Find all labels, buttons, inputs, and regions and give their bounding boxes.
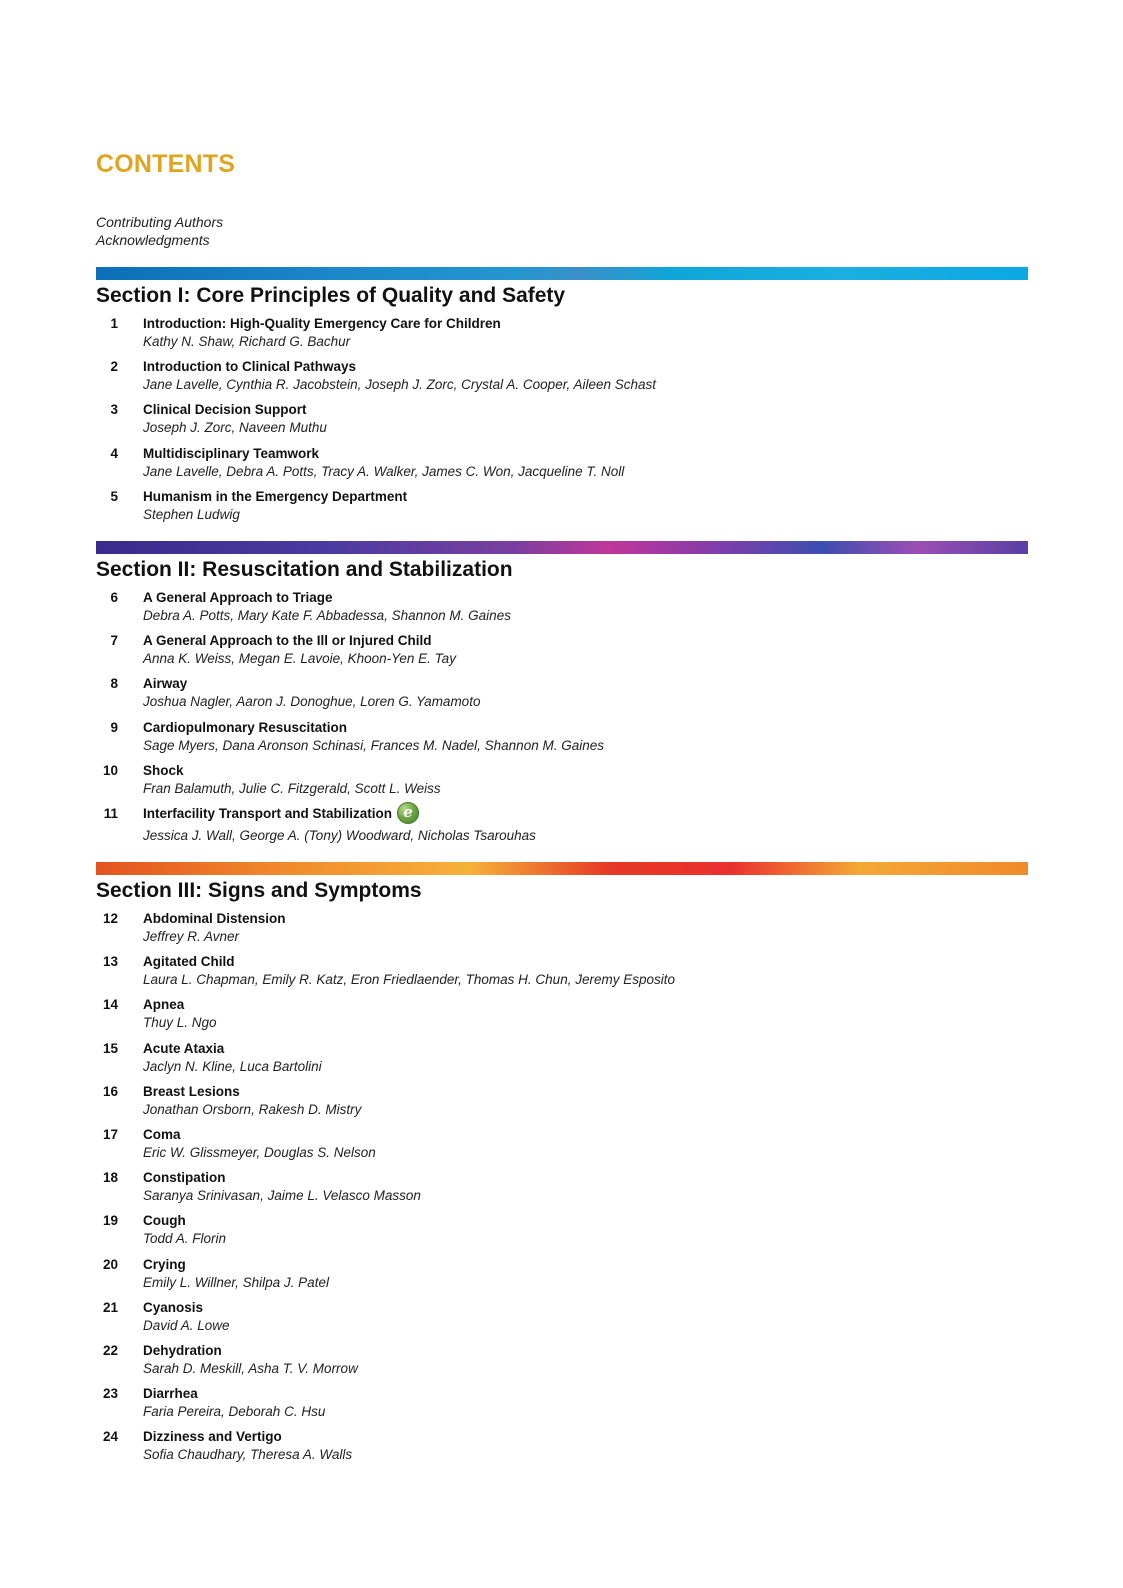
section-3-color-band — [96, 862, 1028, 875]
chapter-entry[interactable] — [96, 1126, 1028, 1162]
chapter-title[interactable]: Introduction: High-Quality Emergency Care for Children — [143, 316, 501, 331]
chapter-entry[interactable] — [96, 719, 1028, 755]
chapter-number: 21 — [102, 1299, 118, 1315]
chapter-number: 9 — [110, 719, 118, 735]
chapter-title[interactable]: Crying — [143, 1256, 186, 1272]
chapter-authors: Jane Lavelle, Cynthia R. Jacobstein, Joseph J. Zorc, Crystal A. Cooper, Aileen Schast — [143, 377, 656, 393]
chapter-authors: Todd A. Florin — [143, 1231, 227, 1247]
chapter-authors: Sofia Chaudhary, Theresa A. Walls — [143, 1447, 353, 1463]
chapter-entry[interactable] — [96, 802, 1028, 845]
chapter-entry[interactable] — [96, 1428, 1028, 1464]
e-online-icon[interactable]: e — [397, 802, 419, 824]
chapter-authors: Faria Pereira, Deborah C. Hsu — [143, 1404, 326, 1420]
chapter-entry[interactable] — [96, 1212, 1028, 1248]
chapter-authors: Fran Balamuth, Julie C. Fitzgerald, Scott L. Weiss — [143, 780, 441, 796]
chapter-entry[interactable] — [96, 488, 1028, 524]
chapter-title[interactable]: Abdominal Distension — [143, 911, 286, 926]
chapter-number: 3 — [110, 402, 118, 418]
section-1-color-band — [96, 267, 1028, 280]
section-2 — [96, 541, 1028, 852]
chapter-authors: Kathy N. Shaw, Richard G. Bachur — [143, 334, 351, 349]
front-matter-acknowledgments[interactable]: Acknowledgments — [96, 232, 210, 248]
chapter-authors: Anna K. Weiss, Megan E. Lavoie, Khoon-Yen E. Tay — [143, 651, 456, 667]
chapter-title[interactable]: Clinical Decision Support — [143, 402, 307, 418]
chapter-title[interactable]: Multidisciplinary Teamwork — [143, 445, 320, 461]
chapter-title[interactable]: Diarrhea — [143, 1386, 198, 1402]
front-matter-contributing-authors[interactable]: Contributing Authors — [96, 214, 224, 230]
chapter-authors: Debra A. Potts, Mary Kate F. Abbadessa, Shannon M. Gaines — [143, 608, 511, 623]
chapter-number: 5 — [110, 488, 118, 504]
chapter-number: 12 — [102, 911, 118, 926]
chapter-authors: Sarah D. Meskill, Asha T. V. Morrow — [143, 1360, 358, 1376]
chapter-number: 24 — [102, 1429, 118, 1445]
chapter-title[interactable]: Airway — [143, 676, 188, 692]
chapter-authors: Joseph J. Zorc, Naveen Muthu — [143, 420, 327, 436]
chapter-entry[interactable] — [96, 445, 1028, 481]
chapter-number: 11 — [103, 805, 118, 821]
chapter-title[interactable]: Cardiopulmonary Resuscitation — [143, 719, 348, 735]
chapter-number: 8 — [110, 676, 118, 692]
chapter-number: 2 — [110, 359, 118, 375]
section-3-chapter-list — [96, 910, 1028, 1464]
chapter-authors: Saranya Srinivasan, Jaime L. Velasco Masson — [143, 1188, 421, 1204]
chapter-title[interactable]: Agitated Child — [143, 954, 235, 970]
chapter-authors: Laura L. Chapman, Emily R. Katz, Eron Friedlaender, Thomas H. Chun, Jeremy Esposito — [143, 972, 675, 988]
chapter-number: 16 — [102, 1083, 118, 1099]
chapter-title[interactable] — [143, 802, 419, 824]
section-2-color-band — [96, 541, 1028, 554]
chapter-entry[interactable] — [96, 1083, 1028, 1119]
page-title: CONTENTS — [96, 150, 236, 178]
chapter-title[interactable]: A General Approach to Triage — [143, 590, 333, 605]
chapter-authors: Jaclyn N. Kline, Luca Bartolini — [143, 1058, 322, 1074]
chapter-title[interactable]: Shock — [143, 762, 184, 778]
chapter-authors: Joshua Nagler, Aaron J. Donoghue, Loren G. Yamamoto — [143, 694, 481, 710]
chapter-authors: Jessica J. Wall, George A. (Tony) Woodward, Nicholas Tsarouhas — [143, 827, 536, 843]
chapter-number: 22 — [102, 1342, 118, 1358]
section-2-title: Section II: Resuscitation and Stabilization — [96, 558, 513, 581]
chapter-entry[interactable] — [96, 910, 1028, 946]
chapter-authors: Jonathan Orsborn, Rakesh D. Mistry — [143, 1101, 362, 1117]
chapter-authors: Stephen Ludwig — [143, 506, 240, 522]
chapter-entry[interactable] — [96, 315, 1028, 351]
chapter-entry[interactable] — [96, 762, 1028, 798]
chapter-entry[interactable] — [96, 358, 1028, 394]
chapter-entry[interactable] — [96, 1299, 1028, 1335]
section-1-title: Section I: Core Principles of Quality and Safety — [96, 284, 566, 307]
chapter-number: 19 — [102, 1213, 118, 1229]
chapter-entry[interactable] — [96, 1342, 1028, 1378]
chapter-title-text[interactable]: Interfacility Transport and Stabilization — [143, 806, 393, 821]
chapter-number: 13 — [102, 954, 118, 970]
chapter-title[interactable]: Dehydration — [143, 1342, 222, 1358]
chapter-title[interactable]: Cough — [143, 1213, 186, 1229]
chapter-entry[interactable] — [96, 675, 1028, 711]
section-2-chapter-list — [96, 589, 1028, 845]
chapter-number: 1 — [110, 316, 118, 331]
chapter-number: 10 — [102, 762, 118, 778]
chapter-title[interactable]: A General Approach to the Ill or Injured Child — [143, 633, 432, 649]
chapter-title[interactable]: Breast Lesions — [143, 1083, 240, 1099]
chapter-number: 4 — [110, 445, 118, 461]
section-3-title: Section III: Signs and Symptoms — [96, 879, 422, 902]
chapter-authors: Eric W. Glissmeyer, Douglas S. Nelson — [143, 1144, 376, 1160]
chapter-number: 17 — [102, 1126, 118, 1142]
chapter-authors: Jeffrey R. Avner — [143, 929, 240, 944]
chapter-authors: Emily L. Willner, Shilpa J. Patel — [143, 1274, 329, 1290]
section-1 — [96, 267, 1028, 531]
chapter-authors: Sage Myers, Dana Aronson Schinasi, Frances M. Nadel, Shannon M. Gaines — [143, 737, 604, 753]
chapter-title[interactable]: Coma — [143, 1126, 181, 1142]
chapter-entry[interactable] — [96, 632, 1028, 668]
chapter-number: 18 — [102, 1170, 118, 1186]
chapter-entry[interactable] — [96, 953, 1028, 989]
chapter-number: 14 — [102, 997, 118, 1013]
chapter-entry[interactable] — [96, 401, 1028, 437]
chapter-title[interactable]: Introduction to Clinical Pathways — [143, 359, 357, 375]
front-matter — [96, 213, 223, 249]
chapter-title[interactable]: Dizziness and Vertigo — [143, 1429, 282, 1445]
chapter-authors: David A. Lowe — [143, 1317, 230, 1333]
chapter-entry[interactable] — [96, 1256, 1028, 1292]
section-1-chapter-list — [96, 315, 1028, 524]
chapter-number: 15 — [102, 1040, 118, 1056]
chapter-number: 7 — [110, 633, 118, 649]
chapter-authors: Jane Lavelle, Debra A. Potts, Tracy A. Walker, James C. Won, Jacqueline T. Noll — [143, 463, 625, 479]
chapter-entry[interactable] — [96, 589, 1028, 625]
chapter-number: 20 — [102, 1256, 118, 1272]
chapter-number: 6 — [110, 590, 118, 605]
chapter-number: 23 — [102, 1386, 118, 1402]
chapter-authors: Thuy L. Ngo — [143, 1015, 217, 1031]
chapter-title[interactable]: Humanism in the Emergency Department — [143, 488, 408, 504]
chapter-entry[interactable] — [96, 996, 1028, 1032]
chapter-entry[interactable] — [96, 1040, 1028, 1076]
chapter-title[interactable]: Acute Ataxia — [143, 1040, 225, 1056]
chapter-title[interactable]: Cyanosis — [143, 1299, 204, 1315]
section-3 — [96, 862, 1028, 1471]
chapter-entry[interactable] — [96, 1169, 1028, 1205]
chapter-title[interactable]: Apnea — [143, 997, 185, 1013]
chapter-entry[interactable] — [96, 1385, 1028, 1421]
chapter-title[interactable]: Constipation — [143, 1170, 226, 1186]
